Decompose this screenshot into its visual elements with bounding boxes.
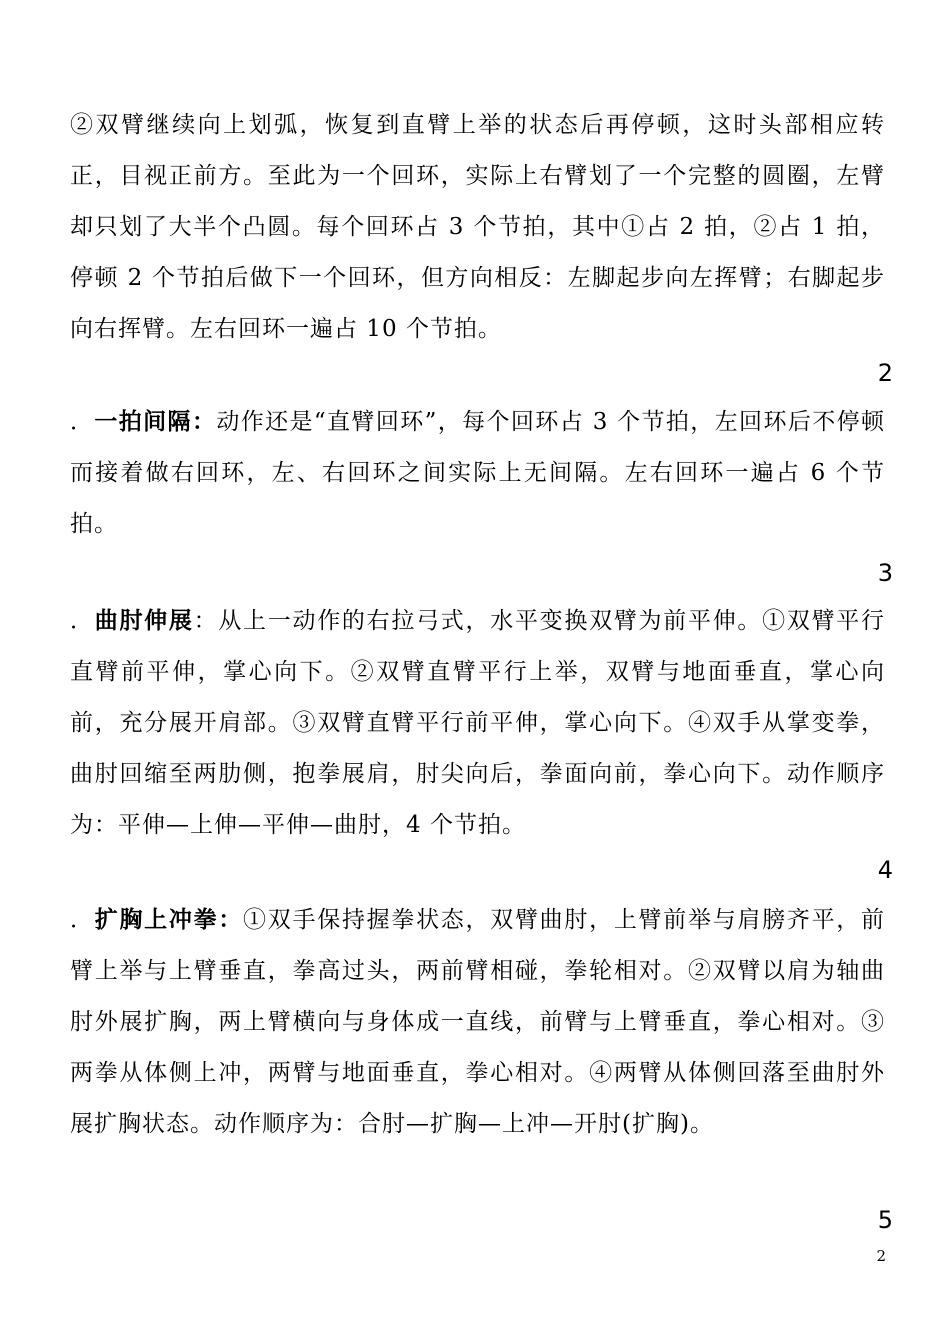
section-4-body: ①双手保持握拳状态，双臂曲肘，上臂前举与肩膀齐平，前臂上举与上臂垂直，拳高过头，两前臂相碰，拳轮相对。②双臂以肩为轴曲肘外展扩胸，两上臂横向与身体成一直线，前臂与上臂垂直，拳心相对。③两拳从体侧上冲，两臂与地面垂直，拳心相对。④两臂从体侧回落至曲肘外展扩胸状态。动作顺序为：合肘—扩胸—上冲—开肘(扩胸)。	[70, 907, 885, 1137]
section-number-5: 5	[877, 1206, 893, 1234]
section-2-prefix: ．	[70, 409, 95, 435]
section-3-prefix: ．	[70, 608, 95, 634]
section-3-paragraph	[70, 595, 885, 851]
section-number-3: 3	[877, 559, 893, 587]
section-2-paragraph	[70, 396, 885, 550]
page-number: 2	[876, 1247, 886, 1265]
section-number-4: 4	[877, 856, 893, 884]
section-4-paragraph	[70, 894, 885, 1150]
section-4-prefix: ．	[70, 907, 95, 933]
section-2-body: 动作还是“直臂回环”，每个回环占 3 个节拍，左回环后不停顿而接着做右回环，左、右回环之间实际上无间隔。左右回环一遍占 6 个节拍。	[70, 409, 886, 537]
section-number-2: 2	[877, 359, 893, 387]
section-3-body: ：从上一动作的右拉弓式，水平变换双臂为前平伸。①双臂平行直臂前平伸，掌心向下。②双臂直臂平行上举，双臂与地面垂直，掌心向前，充分展开肩部。③双臂直臂平行前平伸，掌心向下。④双手从掌变拳，曲肘回缩至两肋侧，抱拳展肩，肘尖向后，拳面向前，拳心向下。动作顺序为：平伸—上伸—平伸—曲肘，4 个节拍。	[70, 608, 885, 838]
section-3-title: 曲肘伸展	[94, 607, 194, 634]
paragraph-continuation: ②双臂继续向上划弧，恢复到直臂上举的状态后再停顿，这时头部相应转正，目视正前方。至此为一个回环，实际上右臂划了一个完整的圆圈，左臂却只划了大半个凸圆。每个回环占 3 个节拍，其中①占 2 拍，②占 1 拍，停顿 2 个节拍后做下一个回环，但方向相反：左脚起步向左挥臂；右脚起步向右挥臂。左右回环一遍占 10 个节拍。	[70, 112, 885, 342]
section-2-title: 一拍间隔：	[94, 408, 217, 435]
section-4-title: 扩胸上冲拳：	[94, 906, 244, 933]
